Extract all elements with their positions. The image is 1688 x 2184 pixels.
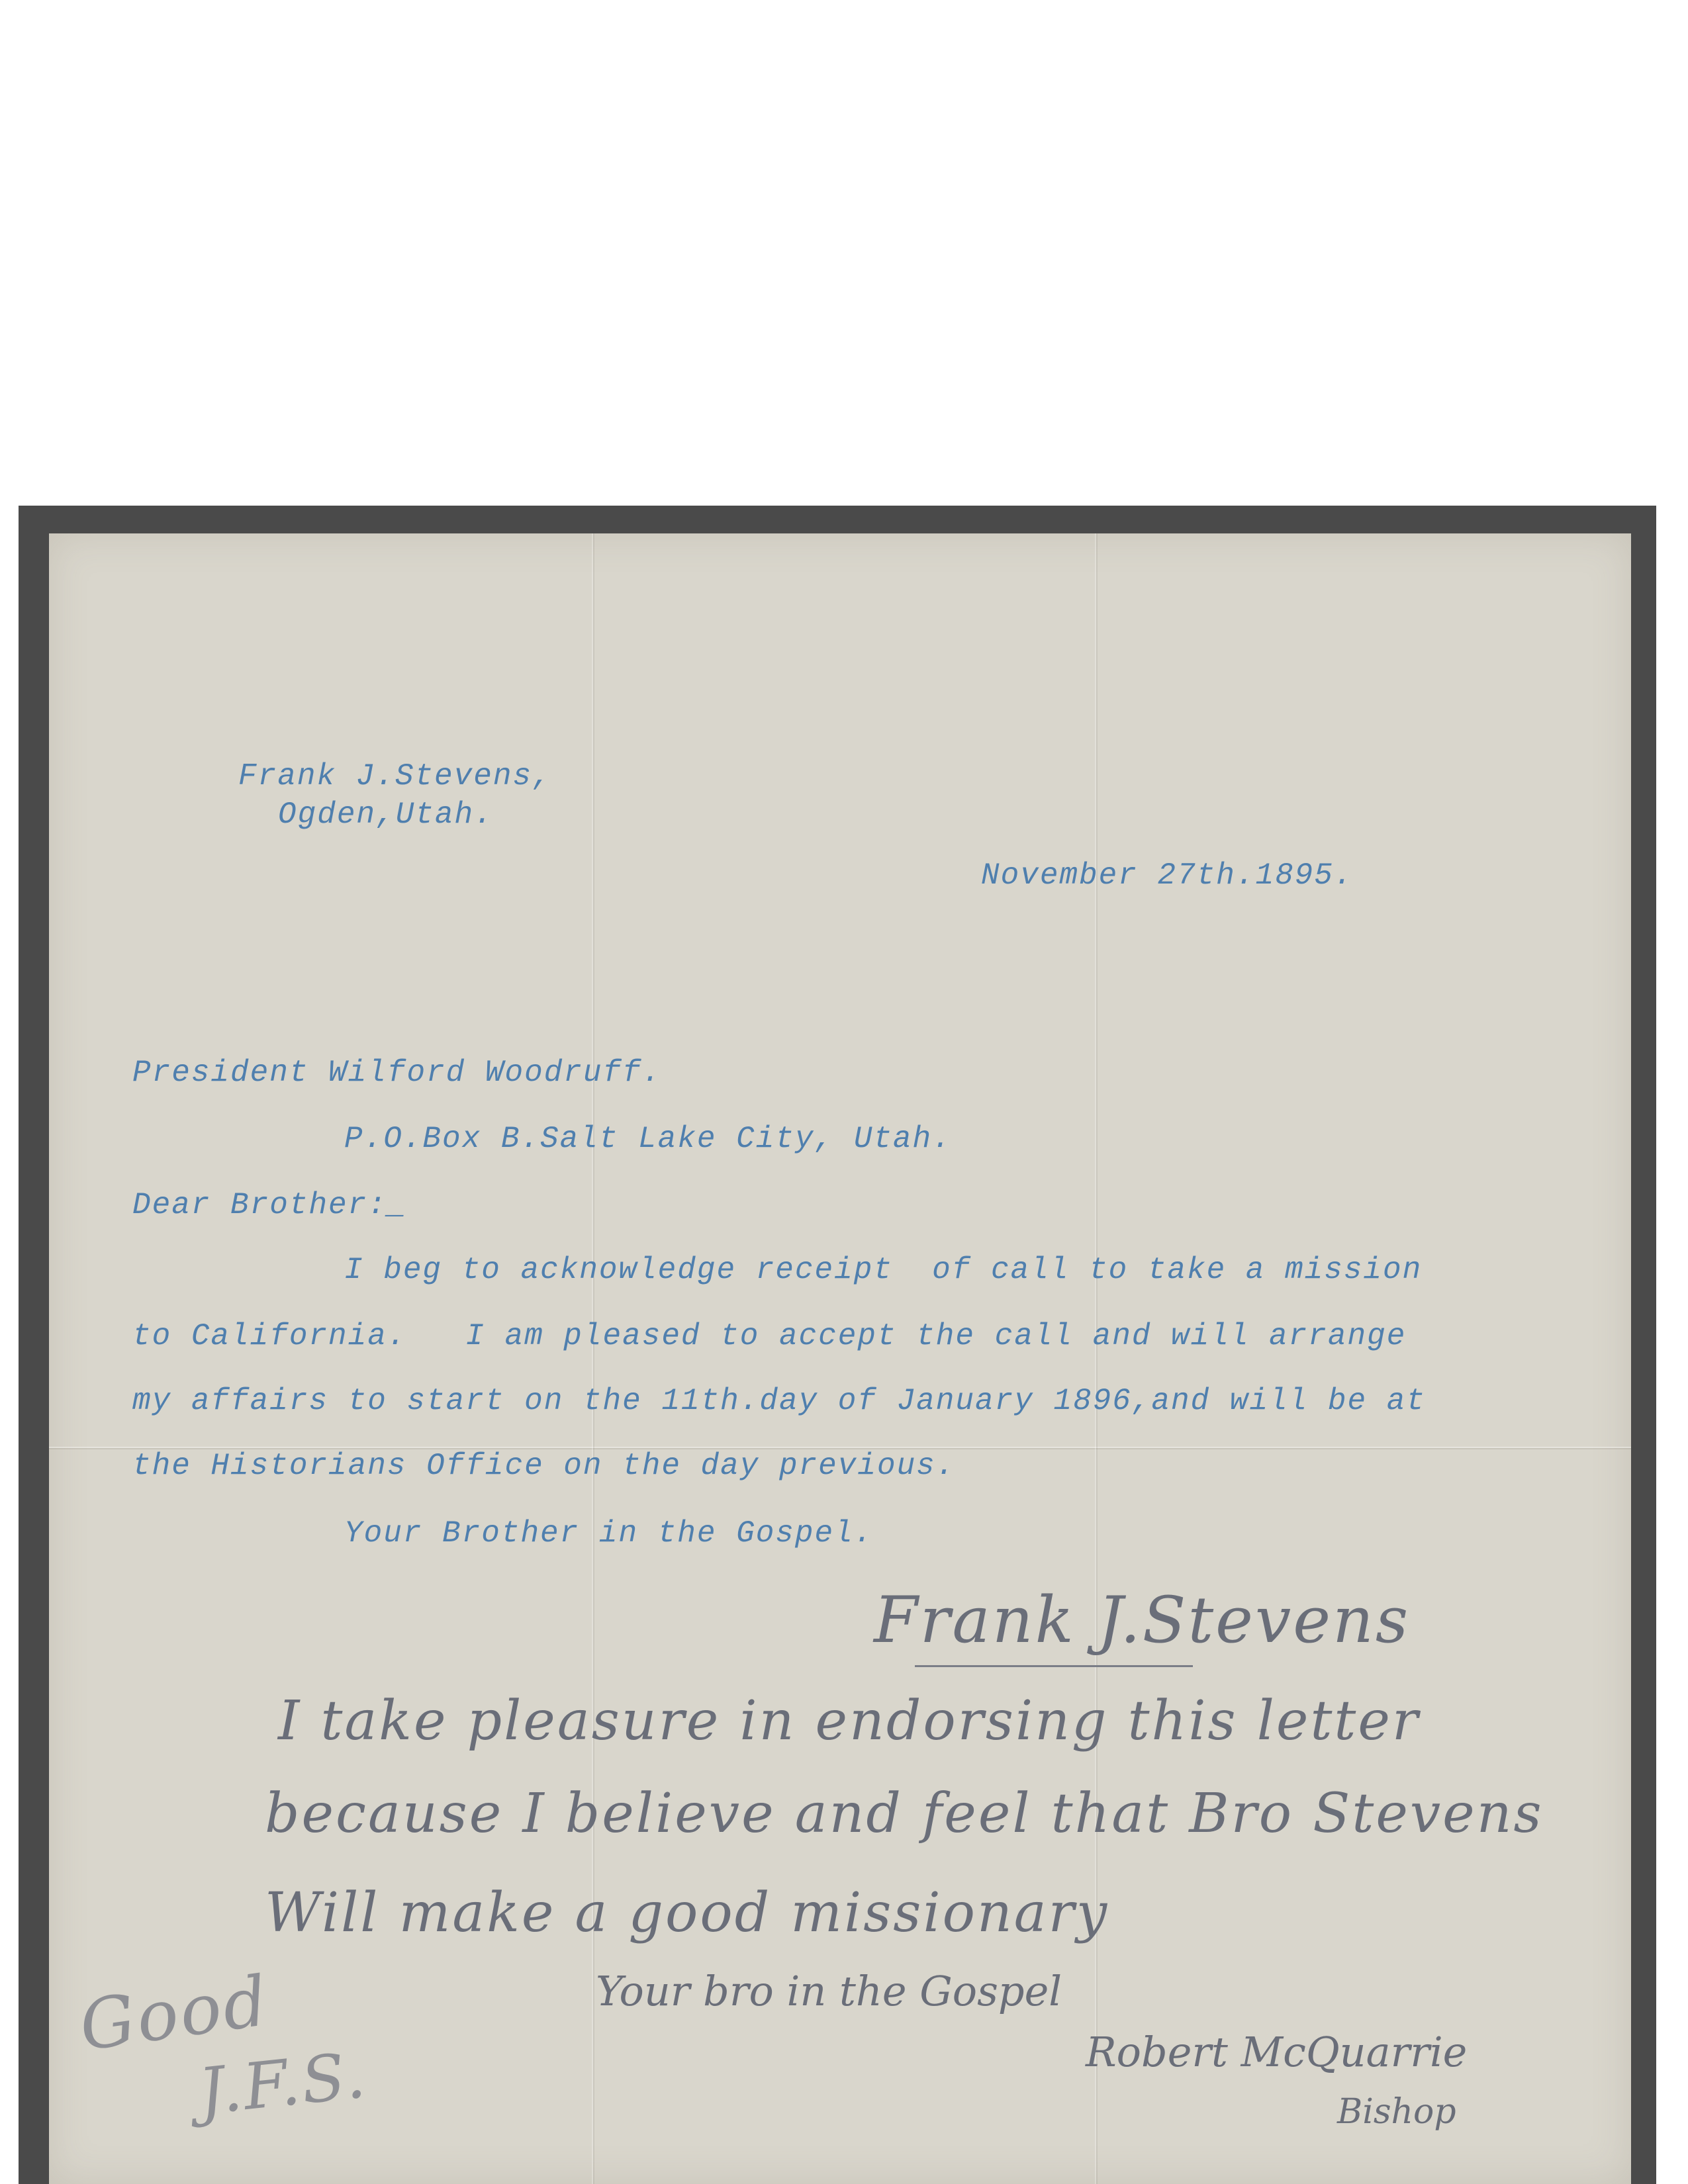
signature-frank-stevens: Frank J.Stevens bbox=[874, 1583, 1411, 1657]
recipient-address: P.O.Box B.Salt Lake City, Utah. bbox=[344, 1122, 952, 1156]
endorsement-signer: Robert McQuarrie bbox=[1086, 2028, 1468, 2076]
sender-name: Frank J.Stevens, bbox=[238, 759, 552, 794]
sender-city: Ogden,Utah. bbox=[278, 797, 494, 832]
body-line: I beg to acknowledge receipt of call to take a mission bbox=[344, 1253, 1423, 1287]
endorsement-line: because I believe and feel that Bro Stevens bbox=[265, 1782, 1544, 1845]
body-line: the Historians Office on the day previous. bbox=[132, 1449, 956, 1483]
endorsement-line: I take pleasure in endorsing this letter bbox=[278, 1690, 1421, 1752]
endorsement-line: Will make a good missionary bbox=[265, 1882, 1109, 1944]
fold-crease-horizontal bbox=[49, 1447, 1631, 1448]
endorsement-title: Bishop bbox=[1337, 2092, 1456, 2132]
annotation-initials: J.F.S. bbox=[195, 2038, 371, 2129]
body-line: my affairs to start on the 11th.day of January 1896,and will be at bbox=[132, 1384, 1426, 1418]
salutation: Dear Brother:_ bbox=[132, 1188, 407, 1222]
letter-date: November 27th.1895. bbox=[981, 858, 1354, 893]
annotation-good: Good bbox=[74, 1960, 274, 2067]
endorsement-closing: Your bro in the Gospel bbox=[596, 1967, 1062, 2015]
signature-underline bbox=[915, 1665, 1193, 1667]
body-line: to California. I am pleased to accept the call and will arrange bbox=[132, 1319, 1407, 1353]
closing: Your Brother in the Gospel. bbox=[344, 1516, 874, 1551]
recipient-name: President Wilford Woodruff. bbox=[132, 1056, 662, 1090]
